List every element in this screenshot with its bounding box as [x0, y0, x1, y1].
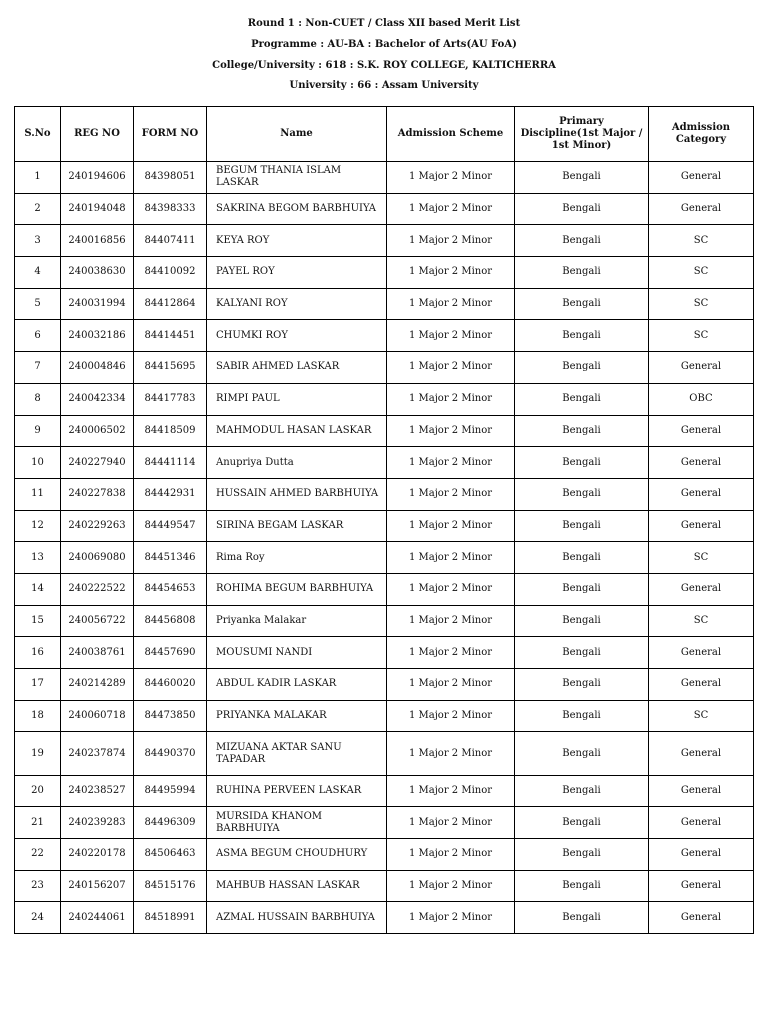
cell-admission-scheme: 1 Major 2 Minor: [387, 447, 515, 479]
cell-admission-scheme: 1 Major 2 Minor: [387, 225, 515, 257]
cell-reg-no: 240220178: [61, 839, 134, 871]
cell-reg-no: 240227940: [61, 447, 134, 479]
cell-name: AZMAL HUSSAIN BARBHUIYA: [207, 902, 387, 934]
table-row: [15, 288, 754, 320]
cell-sno: 19: [15, 732, 61, 775]
cell-admission-category: General: [649, 807, 754, 839]
cell-primary-discipline: Bengali: [515, 902, 649, 934]
table-row: [15, 807, 754, 839]
table-row: [15, 352, 754, 384]
cell-admission-category: SC: [649, 605, 754, 637]
cell-name: MOUSUMI NANDI: [207, 637, 387, 669]
cell-sno: 22: [15, 839, 61, 871]
cell-form-no: 84451346: [134, 542, 207, 574]
cell-name: SIRINA BEGAM LASKAR: [207, 510, 387, 542]
cell-form-no: 84490370: [134, 732, 207, 775]
cell-admission-scheme: 1 Major 2 Minor: [387, 542, 515, 574]
cell-form-no: 84418509: [134, 415, 207, 447]
cell-reg-no: 240032186: [61, 320, 134, 352]
cell-sno: 8: [15, 383, 61, 415]
cell-sno: 11: [15, 478, 61, 510]
cell-admission-category: SC: [649, 542, 754, 574]
cell-name: RIMPI PAUL: [207, 383, 387, 415]
cell-admission-scheme: 1 Major 2 Minor: [387, 383, 515, 415]
cell-admission-scheme: 1 Major 2 Minor: [387, 162, 515, 194]
cell-name: PAYEL ROY: [207, 257, 387, 289]
cell-name: KEYA ROY: [207, 225, 387, 257]
cell-reg-no: 240229263: [61, 510, 134, 542]
cell-sno: 18: [15, 700, 61, 732]
cell-form-no: 84398333: [134, 193, 207, 225]
cell-name: ROHIMA BEGUM BARBHUIYA: [207, 573, 387, 605]
cell-primary-discipline: Bengali: [515, 637, 649, 669]
cell-primary-discipline: Bengali: [515, 700, 649, 732]
cell-reg-no: 240238527: [61, 775, 134, 807]
cell-form-no: 84417783: [134, 383, 207, 415]
cell-reg-no: 240156207: [61, 870, 134, 902]
column-header-reg-no: REG NO: [61, 107, 134, 162]
cell-admission-scheme: 1 Major 2 Minor: [387, 870, 515, 902]
cell-admission-scheme: 1 Major 2 Minor: [387, 510, 515, 542]
cell-sno: 13: [15, 542, 61, 574]
table-row: [15, 870, 754, 902]
cell-admission-category: OBC: [649, 383, 754, 415]
cell-name: RUHINA PERVEEN LASKAR: [207, 775, 387, 807]
table-header-row: [15, 107, 754, 162]
cell-admission-category: SC: [649, 257, 754, 289]
cell-admission-category: General: [649, 352, 754, 384]
cell-primary-discipline: Bengali: [515, 775, 649, 807]
cell-admission-scheme: 1 Major 2 Minor: [387, 288, 515, 320]
cell-admission-category: General: [649, 732, 754, 775]
cell-reg-no: 240194048: [61, 193, 134, 225]
cell-primary-discipline: Bengali: [515, 573, 649, 605]
cell-primary-discipline: Bengali: [515, 542, 649, 574]
table-row: [15, 669, 754, 701]
round-title: Round 1 : Non-CUET / Class XII based Merit List: [247, 18, 521, 29]
cell-admission-scheme: 1 Major 2 Minor: [387, 320, 515, 352]
cell-admission-category: SC: [649, 288, 754, 320]
cell-admission-category: SC: [649, 225, 754, 257]
cell-reg-no: 240004846: [61, 352, 134, 384]
table-row: [15, 573, 754, 605]
cell-admission-scheme: 1 Major 2 Minor: [387, 732, 515, 775]
column-header-primary-discipline: Primary Discipline(1st Major / 1st Minor): [515, 107, 649, 162]
cell-admission-scheme: 1 Major 2 Minor: [387, 257, 515, 289]
cell-form-no: 84410092: [134, 257, 207, 289]
cell-form-no: 84415695: [134, 352, 207, 384]
cell-sno: 9: [15, 415, 61, 447]
cell-admission-category: General: [649, 637, 754, 669]
cell-name: MURSIDA KHANOM BARBHUIYA: [207, 807, 387, 839]
cell-name: Anupriya Dutta: [207, 447, 387, 479]
cell-name: SAKRINA BEGOM BARBHUIYA: [207, 193, 387, 225]
cell-form-no: 84495994: [134, 775, 207, 807]
cell-name: MAHBUB HASSAN LASKAR: [207, 870, 387, 902]
table-row: [15, 775, 754, 807]
cell-form-no: 84441114: [134, 447, 207, 479]
table-row: [15, 320, 754, 352]
cell-admission-scheme: 1 Major 2 Minor: [387, 193, 515, 225]
cell-sno: 10: [15, 447, 61, 479]
cell-sno: 12: [15, 510, 61, 542]
cell-primary-discipline: Bengali: [515, 605, 649, 637]
cell-form-no: 84496309: [134, 807, 207, 839]
column-header-name: Name: [207, 107, 387, 162]
cell-primary-discipline: Bengali: [515, 352, 649, 384]
cell-admission-scheme: 1 Major 2 Minor: [387, 902, 515, 934]
cell-sno: 14: [15, 573, 61, 605]
cell-admission-category: General: [649, 415, 754, 447]
cell-primary-discipline: Bengali: [515, 870, 649, 902]
cell-admission-category: General: [649, 902, 754, 934]
cell-name: Rima Roy: [207, 542, 387, 574]
cell-primary-discipline: Bengali: [515, 225, 649, 257]
programme-title: Programme : AU-BA : Bachelor of Arts(AU FoA): [251, 38, 517, 50]
cell-primary-discipline: Bengali: [515, 288, 649, 320]
cell-form-no: 84515176: [134, 870, 207, 902]
cell-primary-discipline: Bengali: [515, 162, 649, 194]
merit-table: [14, 106, 754, 934]
cell-sno: 23: [15, 870, 61, 902]
cell-primary-discipline: Bengali: [515, 478, 649, 510]
column-header-admission-scheme: Admission Scheme: [387, 107, 515, 162]
cell-admission-category: SC: [649, 320, 754, 352]
cell-primary-discipline: Bengali: [515, 320, 649, 352]
table-row: [15, 902, 754, 934]
cell-admission-scheme: 1 Major 2 Minor: [387, 775, 515, 807]
cell-admission-category: General: [649, 447, 754, 479]
cell-name: ABDUL KADIR LASKAR: [207, 669, 387, 701]
cell-primary-discipline: Bengali: [515, 257, 649, 289]
cell-name: ASMA BEGUM CHOUDHURY: [207, 839, 387, 871]
cell-name: KALYANI ROY: [207, 288, 387, 320]
cell-reg-no: 240069080: [61, 542, 134, 574]
cell-primary-discipline: Bengali: [515, 383, 649, 415]
cell-admission-category: General: [649, 478, 754, 510]
cell-sno: 17: [15, 669, 61, 701]
cell-reg-no: 240214289: [61, 669, 134, 701]
university-title: University : 66 : Assam University: [289, 80, 479, 92]
cell-admission-category: General: [649, 870, 754, 902]
cell-reg-no: 240237874: [61, 732, 134, 775]
cell-form-no: 84456808: [134, 605, 207, 637]
cell-sno: 6: [15, 320, 61, 352]
table-row: [15, 193, 754, 225]
cell-reg-no: 240194606: [61, 162, 134, 194]
table-row: [15, 478, 754, 510]
table-row: [15, 542, 754, 574]
cell-name: HUSSAIN AHMED BARBHUIYA: [207, 478, 387, 510]
cell-form-no: 84449547: [134, 510, 207, 542]
cell-primary-discipline: Bengali: [515, 669, 649, 701]
cell-primary-discipline: Bengali: [515, 193, 649, 225]
cell-reg-no: 240244061: [61, 902, 134, 934]
cell-reg-no: 240056722: [61, 605, 134, 637]
cell-primary-discipline: Bengali: [515, 510, 649, 542]
cell-reg-no: 240016856: [61, 225, 134, 257]
cell-form-no: 84460020: [134, 669, 207, 701]
table-row: [15, 447, 754, 479]
cell-reg-no: 240038630: [61, 257, 134, 289]
cell-reg-no: 240239283: [61, 807, 134, 839]
cell-admission-category: General: [649, 573, 754, 605]
table-row: [15, 510, 754, 542]
cell-form-no: 84407411: [134, 225, 207, 257]
table-row: [15, 257, 754, 289]
cell-sno: 15: [15, 605, 61, 637]
cell-sno: 24: [15, 902, 61, 934]
table-row: [15, 839, 754, 871]
cell-sno: 5: [15, 288, 61, 320]
cell-admission-scheme: 1 Major 2 Minor: [387, 605, 515, 637]
cell-form-no: 84398051: [134, 162, 207, 194]
table-row: [15, 225, 754, 257]
cell-admission-scheme: 1 Major 2 Minor: [387, 415, 515, 447]
cell-name: MIZUANA AKTAR SANU TAPADAR: [207, 732, 387, 775]
cell-admission-scheme: 1 Major 2 Minor: [387, 807, 515, 839]
cell-sno: 7: [15, 352, 61, 384]
cell-sno: 2: [15, 193, 61, 225]
cell-name: PRIYANKA MALAKAR: [207, 700, 387, 732]
cell-name: MAHMODUL HASAN LASKAR: [207, 415, 387, 447]
table-row: [15, 383, 754, 415]
cell-sno: 16: [15, 637, 61, 669]
column-header-sno: S.No: [15, 107, 61, 162]
cell-admission-category: SC: [649, 700, 754, 732]
column-header-form-no: FORM NO: [134, 107, 207, 162]
cell-primary-discipline: Bengali: [515, 447, 649, 479]
cell-admission-scheme: 1 Major 2 Minor: [387, 669, 515, 701]
table-row: [15, 415, 754, 447]
cell-form-no: 84454653: [134, 573, 207, 605]
cell-admission-scheme: 1 Major 2 Minor: [387, 637, 515, 669]
column-header-admission-category: Admission Category: [649, 107, 754, 162]
cell-admission-category: General: [649, 775, 754, 807]
cell-admission-category: General: [649, 669, 754, 701]
cell-admission-category: General: [649, 510, 754, 542]
table-row: [15, 637, 754, 669]
cell-reg-no: 240060718: [61, 700, 134, 732]
cell-reg-no: 240006502: [61, 415, 134, 447]
college-title: College/University : 618 : S.K. ROY COLLEGE, KALTICHERRA: [212, 59, 556, 71]
cell-primary-discipline: Bengali: [515, 807, 649, 839]
cell-form-no: 84473850: [134, 700, 207, 732]
cell-admission-scheme: 1 Major 2 Minor: [387, 478, 515, 510]
document-header: [0, 14, 768, 97]
cell-primary-discipline: Bengali: [515, 415, 649, 447]
cell-reg-no: 240038761: [61, 637, 134, 669]
cell-admission-category: General: [649, 193, 754, 225]
cell-name: SABIR AHMED LASKAR: [207, 352, 387, 384]
cell-reg-no: 240042334: [61, 383, 134, 415]
cell-reg-no: 240222522: [61, 573, 134, 605]
table-row: [15, 732, 754, 775]
cell-admission-scheme: 1 Major 2 Minor: [387, 573, 515, 605]
table-row: [15, 162, 754, 194]
cell-admission-scheme: 1 Major 2 Minor: [387, 352, 515, 384]
cell-form-no: 84442931: [134, 478, 207, 510]
cell-name: CHUMKI ROY: [207, 320, 387, 352]
cell-admission-scheme: 1 Major 2 Minor: [387, 700, 515, 732]
cell-form-no: 84412864: [134, 288, 207, 320]
cell-reg-no: 240031994: [61, 288, 134, 320]
cell-name: BEGUM THANIA ISLAM LASKAR: [207, 162, 387, 194]
cell-sno: 21: [15, 807, 61, 839]
table-row: [15, 700, 754, 732]
cell-form-no: 84518991: [134, 902, 207, 934]
cell-sno: 3: [15, 225, 61, 257]
cell-name: Priyanka Malakar: [207, 605, 387, 637]
cell-form-no: 84506463: [134, 839, 207, 871]
cell-sno: 1: [15, 162, 61, 194]
cell-sno: 20: [15, 775, 61, 807]
cell-form-no: 84414451: [134, 320, 207, 352]
cell-primary-discipline: Bengali: [515, 732, 649, 775]
cell-admission-category: General: [649, 839, 754, 871]
cell-sno: 4: [15, 257, 61, 289]
cell-reg-no: 240227838: [61, 478, 134, 510]
cell-form-no: 84457690: [134, 637, 207, 669]
cell-admission-category: General: [649, 162, 754, 194]
cell-admission-scheme: 1 Major 2 Minor: [387, 839, 515, 871]
cell-primary-discipline: Bengali: [515, 839, 649, 871]
table-row: [15, 605, 754, 637]
